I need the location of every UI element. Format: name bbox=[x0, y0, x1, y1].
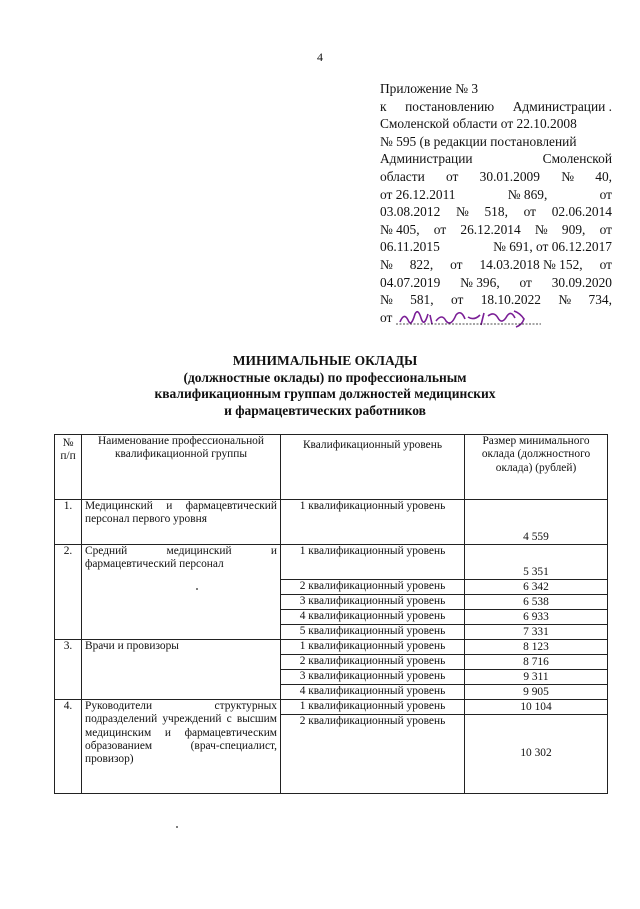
salary-table bbox=[54, 434, 608, 794]
qualification-level: 2 квалификационный уровень bbox=[281, 655, 465, 670]
qualification-level: 4 квалификационный уровень bbox=[281, 610, 465, 625]
appendix-text: 06.11.2015 bbox=[380, 239, 440, 255]
appendix-text: 14.03.2018 № 152, bbox=[479, 256, 583, 272]
appendix-text: 822, bbox=[409, 256, 434, 272]
group-name: Врачи и провизоры bbox=[82, 640, 281, 700]
table-row bbox=[55, 700, 608, 715]
page-number: 4 bbox=[317, 50, 323, 64]
qualification-level: 1 квалификационный уровень bbox=[281, 700, 465, 715]
qualification-level: 2 квалификационный уровень bbox=[281, 580, 465, 595]
table-row bbox=[55, 640, 608, 655]
appendix-line bbox=[380, 256, 612, 274]
appendix-text: № bbox=[455, 204, 469, 220]
minimum-salary: 6 538 bbox=[465, 595, 608, 610]
appendix-text: Смоленской bbox=[542, 151, 612, 167]
appendix-text: 40, bbox=[595, 168, 612, 184]
appendix-line bbox=[380, 133, 612, 151]
minimum-salary: 8 716 bbox=[465, 655, 608, 670]
minimum-salary: 6 933 bbox=[465, 610, 608, 625]
appendix-text: от bbox=[450, 292, 464, 308]
table-row bbox=[55, 545, 608, 580]
appendix-line bbox=[380, 98, 612, 116]
qualification-level: 3 квалификационный уровень bbox=[281, 670, 465, 685]
qualification-level: 5 квалификационный уровень bbox=[281, 625, 465, 640]
qualification-level: 1 квалификационный уровень bbox=[281, 545, 465, 580]
appendix-header bbox=[380, 80, 612, 326]
appendix-line bbox=[380, 115, 612, 133]
appendix-text: 03.08.2012 bbox=[380, 204, 441, 220]
appendix-line bbox=[380, 168, 612, 186]
appendix-text: 518, bbox=[484, 204, 508, 220]
appendix-text: 26.12.2014 bbox=[460, 221, 521, 237]
header-salary: Размер минимального оклада (должностного оклада) (рублей) bbox=[465, 435, 608, 500]
group-name: Руководители структурных подразделений учреждений с высшим медицинским и фармацевтическим образованием (врач-специалист, провизор) bbox=[82, 700, 281, 794]
qualification-level: 3 квалификационный уровень bbox=[281, 595, 465, 610]
header-num: № п/п bbox=[55, 435, 82, 500]
appendix-text: постановлению bbox=[405, 98, 495, 114]
appendix-line bbox=[380, 80, 612, 98]
appendix-text: от bbox=[523, 204, 537, 220]
handwritten-date-number bbox=[392, 309, 532, 326]
scan-speck bbox=[196, 588, 198, 590]
document-title bbox=[0, 353, 640, 419]
appendix-text: 30.01.2009 bbox=[479, 168, 540, 184]
appendix-text: № bbox=[561, 168, 574, 184]
minimum-salary: 9 311 bbox=[465, 670, 608, 685]
appendix-text: 04.07.2019 bbox=[380, 274, 441, 290]
appendix-text: Приложение № 3 bbox=[380, 81, 479, 96]
title-line-4: и фармацевтических работников bbox=[224, 402, 426, 418]
appendix-text: от bbox=[599, 256, 612, 272]
appendix-text: к bbox=[380, 98, 387, 114]
title-line-1: МИНИМАЛЬНЫЕ ОКЛАДЫ bbox=[232, 353, 418, 368]
qualification-level: 1 квалификационный уровень bbox=[281, 640, 465, 655]
scan-speck bbox=[176, 826, 178, 828]
appendix-text: Администрации bbox=[380, 151, 473, 167]
appendix-text: 909, bbox=[561, 221, 586, 237]
group-number: 1. bbox=[55, 500, 82, 545]
qualification-level: 2 квалификационный уровень bbox=[281, 715, 465, 794]
appendix-text: от bbox=[446, 168, 459, 184]
appendix-text: № 869, bbox=[507, 186, 548, 202]
group-number: 2. bbox=[55, 545, 82, 640]
appendix-line-prefix: от bbox=[380, 309, 393, 325]
appendix-text: № 396, bbox=[460, 274, 500, 290]
appendix-text: № bbox=[380, 292, 393, 308]
appendix-text: № 595 (в редакции постановлений bbox=[380, 133, 577, 149]
group-name: Медицинский и фармацевтический персонал первого уровня bbox=[82, 500, 281, 545]
header-level: Квалификационный уровень bbox=[281, 435, 465, 500]
appendix-text: № 691, от 06.12.2017 bbox=[493, 239, 612, 255]
appendix-text: 734, bbox=[588, 292, 612, 308]
appendix-text: от bbox=[450, 256, 463, 272]
table-header-row bbox=[55, 435, 608, 500]
group-number: 4. bbox=[55, 700, 82, 794]
minimum-salary: 8 123 bbox=[465, 640, 608, 655]
appendix-text: № bbox=[534, 221, 548, 237]
minimum-salary: 10 302 bbox=[465, 715, 608, 794]
group-name: Средний медицинский и фармацевтический персонал bbox=[82, 545, 281, 640]
appendix-signature-line bbox=[380, 309, 612, 327]
appendix-text: от bbox=[433, 221, 447, 237]
appendix-line bbox=[380, 203, 612, 221]
qualification-level: 4 квалификационный уровень bbox=[281, 685, 465, 700]
appendix-line bbox=[380, 150, 612, 168]
appendix-text: от bbox=[599, 221, 612, 237]
title-line-2: (должностные оклады) по профессиональным bbox=[183, 369, 467, 385]
header-group: Наименование профессиональной квалификационной группы bbox=[82, 435, 281, 500]
appendix-line bbox=[380, 221, 612, 239]
title-line-3: квалификационным группам должностей медицинских bbox=[154, 386, 496, 402]
appendix-text: № bbox=[558, 292, 572, 308]
minimum-salary: 6 342 bbox=[465, 580, 608, 595]
appendix-text: № bbox=[380, 256, 393, 272]
appendix-text: 18.10.2022 bbox=[480, 292, 541, 308]
appendix-text: области bbox=[380, 168, 425, 184]
appendix-text: Смоленской области от 22.10.2008 bbox=[380, 116, 577, 132]
appendix-text: Администрации . bbox=[512, 98, 612, 114]
minimum-salary: 10 104 bbox=[465, 700, 608, 715]
appendix-text: № 405, bbox=[380, 221, 420, 237]
appendix-line bbox=[380, 186, 612, 204]
minimum-salary: 5 351 bbox=[465, 545, 608, 580]
table-row bbox=[55, 500, 608, 545]
appendix-line bbox=[380, 238, 612, 256]
appendix-text: от 26.12.2011 bbox=[380, 186, 456, 202]
appendix-text: 581, bbox=[410, 292, 434, 308]
appendix-text: от bbox=[599, 186, 612, 202]
group-number: 3. bbox=[55, 640, 82, 700]
appendix-text: 30.09.2020 bbox=[551, 274, 612, 290]
minimum-salary: 7 331 bbox=[465, 625, 608, 640]
appendix-line bbox=[380, 274, 612, 292]
appendix-text: 02.06.2014 bbox=[551, 204, 612, 220]
minimum-salary: 4 559 bbox=[465, 500, 608, 545]
qualification-level: 1 квалификационный уровень bbox=[281, 500, 465, 545]
minimum-salary: 9 905 bbox=[465, 685, 608, 700]
appendix-text: от bbox=[519, 274, 532, 290]
